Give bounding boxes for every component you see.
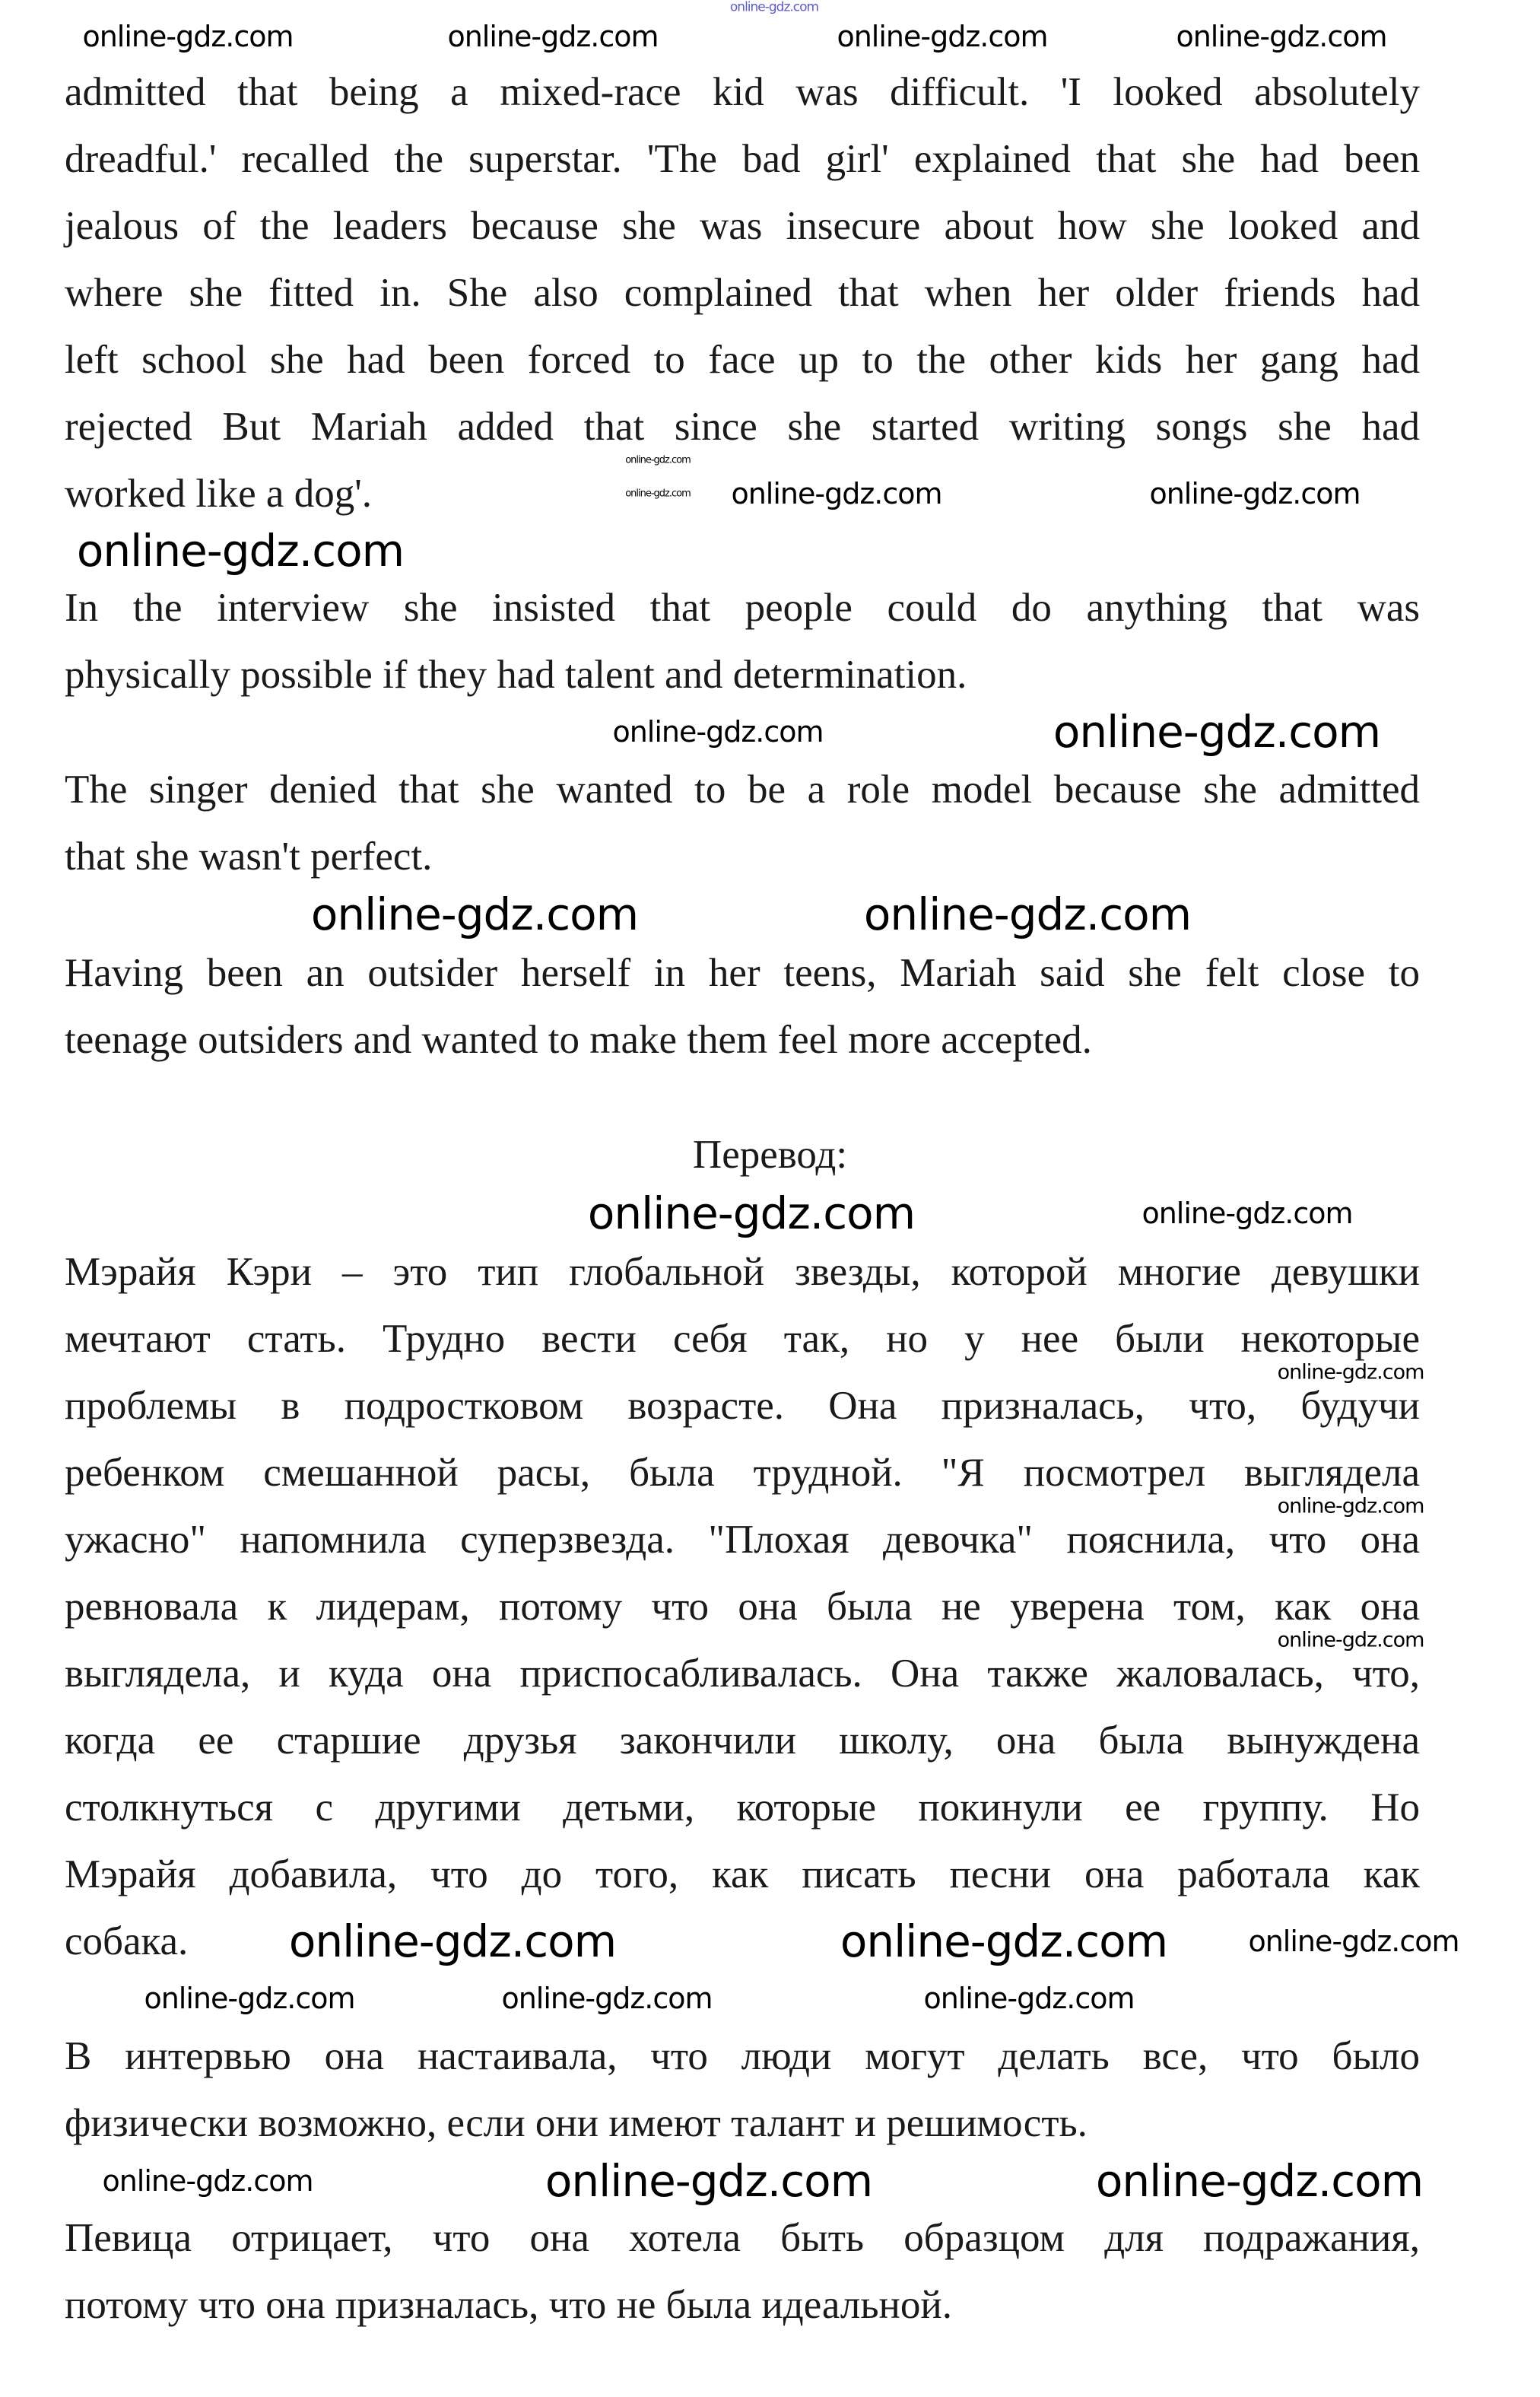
text-line: столкнуться с другими детьми, которые покинули ее группу. Но: [65, 1785, 1420, 1830]
translation-heading: Перевод:: [692, 1133, 848, 1177]
watermark: online-gdz.com: [1248, 1925, 1459, 1958]
watermark: online-gdz.com: [310, 889, 639, 940]
watermark: online-gdz.com: [1277, 1360, 1424, 1384]
paragraph: [65, 2216, 1420, 2327]
text-line: физически возможно, если они имеют талант и решимость.: [65, 2101, 1088, 2145]
watermark: online-gdz.com: [1095, 2155, 1424, 2207]
text-line: The singer denied that she wanted to be a role model because she admitted: [65, 768, 1420, 812]
watermark: online-gdz.com: [1176, 20, 1387, 53]
text-line: потому что она призналась, что не была идеальной.: [65, 2283, 952, 2327]
watermark: online-gdz.com: [1149, 477, 1361, 510]
paragraph: [65, 2034, 1420, 2145]
paragraph: [65, 951, 1420, 1062]
watermark: online-gdz.com: [76, 525, 405, 577]
text-line: ревновала к лидерам, потому что она была не уверена том, как она: [65, 1585, 1420, 1629]
text-line: admitted that being a mixed-race kid was difficult. 'I looked absolutely: [65, 70, 1420, 114]
paragraph: [65, 70, 1420, 516]
watermark: online-gdz.com: [625, 454, 691, 466]
text-line: left school she had been forced to face up to the other kids her gang had: [65, 338, 1420, 382]
watermark: online-gdz.com: [102, 2164, 313, 2198]
paragraph: [65, 1250, 1420, 1967]
text-line: Мэрайя Кэри – это тип глобальной звезды, которой многие девушки: [65, 1250, 1420, 1294]
watermark: online-gdz.com: [288, 1915, 617, 1967]
watermark: online-gdz.com: [840, 1915, 1168, 1967]
watermark: online-gdz.com: [1277, 1628, 1424, 1652]
text-line: собака.: [65, 1919, 189, 1963]
watermark: online-gdz.com: [731, 477, 942, 510]
watermark: online-gdz.com: [587, 1187, 916, 1239]
watermark: online-gdz.com: [1142, 1197, 1353, 1230]
watermark: online-gdz.com: [863, 889, 1192, 940]
watermark: online-gdz.com: [837, 20, 1048, 53]
text-line: worked like a dog'.: [65, 472, 372, 516]
text-line: physically possible if they had talent and determination.: [65, 653, 967, 697]
text-line: rejected But Mariah added that since she started writing songs she had: [65, 405, 1420, 449]
paragraph: [65, 586, 1420, 697]
watermark: online-gdz.com: [923, 1982, 1135, 2015]
watermark: online-gdz.com: [545, 2155, 873, 2207]
paragraph: [65, 768, 1420, 879]
text-line: dreadful.' recalled the superstar. 'The bad girl' explained that she had been: [65, 137, 1420, 181]
text-line: ребенком смешанной расы, была трудной. "Я посмотрел выглядела: [65, 1451, 1420, 1495]
watermark: online-gdz.com: [144, 1982, 355, 2015]
text-line: выглядела, и куда она приспосабливалась. Она также жаловалась, что,: [65, 1652, 1420, 1696]
watermark: online-gdz.com: [1053, 706, 1381, 758]
text-line: мечтают стать. Трудно вести себя так, но у нее были некоторые: [65, 1317, 1420, 1361]
watermark: online-gdz.com: [625, 488, 691, 500]
text-line: teenage outsiders and wanted to make them feel more accepted.: [65, 1018, 1092, 1062]
text-line: В интервью она настаивала, что люди могут делать все, что было: [65, 2034, 1420, 2078]
text-line: Мэрайя добавила, что до того, как писать песни она работала как: [65, 1852, 1420, 1896]
watermark: online-gdz.com: [82, 20, 294, 53]
text-line: проблемы в подростковом возрасте. Она призналась, что, будучи: [65, 1384, 1420, 1428]
watermark: online-gdz.com: [1277, 1494, 1424, 1518]
watermark: online-gdz.com: [729, 0, 819, 15]
text-line: that she wasn't perfect.: [65, 834, 433, 879]
watermark: online-gdz.com: [612, 715, 824, 749]
text-line: ужасно" напомнила суперзвезда. "Плохая девочка" пояснила, что она: [65, 1518, 1420, 1562]
watermark: online-gdz.com: [447, 20, 659, 53]
text-line: Певица отрицает, что она хотела быть образцом для подражания,: [65, 2216, 1420, 2260]
text-line: where she fitted in. She also complained that when her older friends had: [65, 271, 1420, 315]
text-line: Having been an outsider herself in her teens, Mariah said she felt close to: [65, 951, 1420, 995]
text-line: In the interview she insisted that people could do anything that was: [65, 586, 1420, 630]
text-line: jealous of the leaders because she was insecure about how she looked and: [65, 204, 1420, 248]
text-line: когда ее старшие друзья закончили школу, она была вынуждена: [65, 1718, 1420, 1763]
watermark: online-gdz.com: [501, 1982, 713, 2015]
